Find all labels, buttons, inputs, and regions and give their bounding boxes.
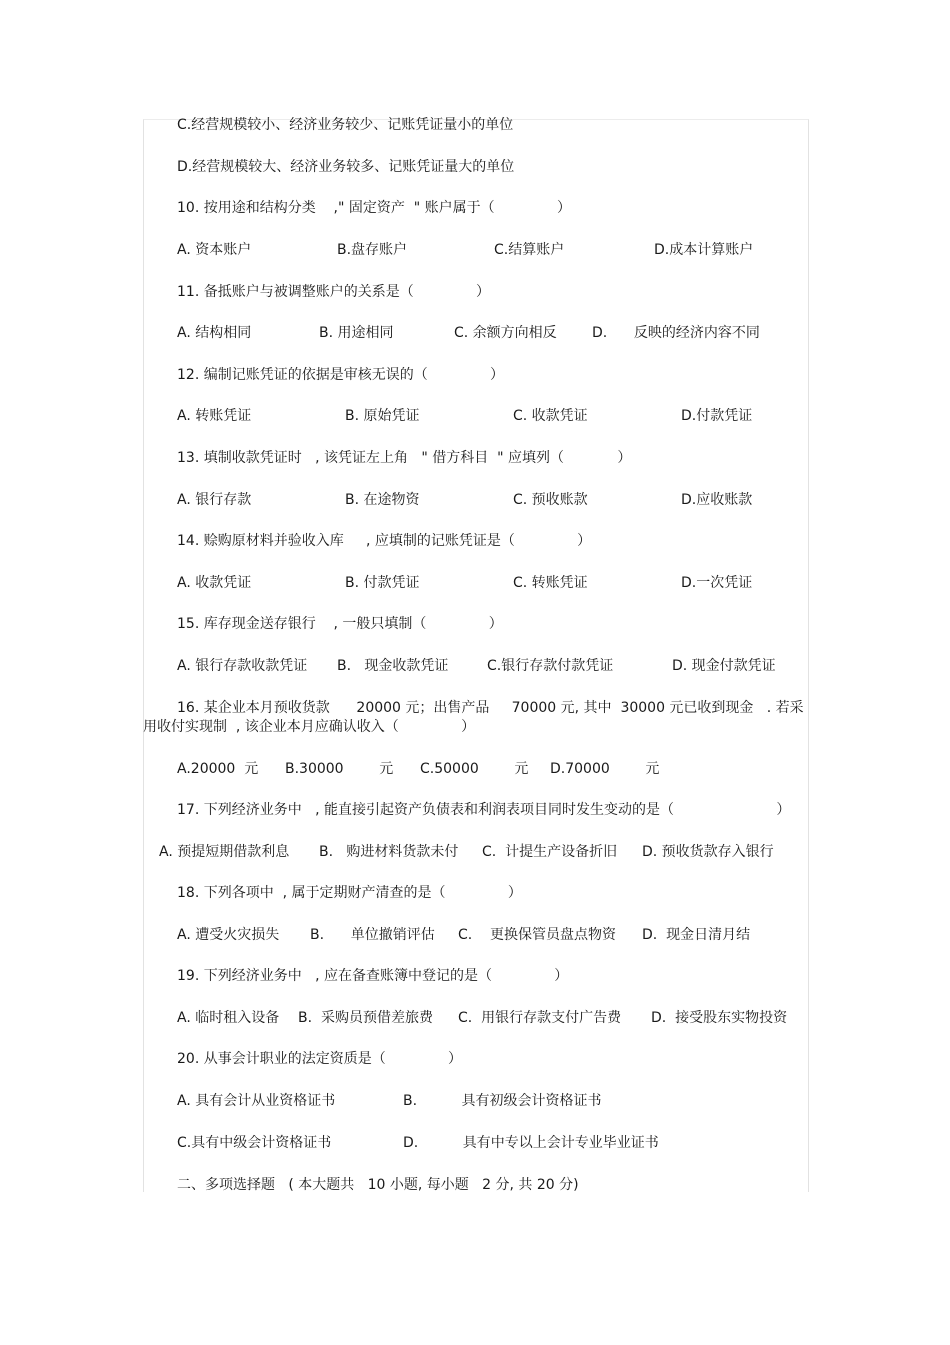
q20-option-c: C.具有中级会计资格证书	[177, 1135, 332, 1151]
page-frame	[143, 119, 809, 1192]
q11-option-c: C. 余额方向相反	[454, 325, 557, 341]
q18-option-a: A. 遭受火灾损失	[177, 927, 280, 943]
question-17: 17. 下列经济业务中 , 能直接引起资产负债表和利润表项目同时发生变动的是（ ）	[177, 802, 791, 818]
q20-option-a: A. 具有会计从业资格证书	[177, 1093, 336, 1109]
question-11: 11. 备抵账户与被调整账户的关系是（ ）	[177, 284, 491, 300]
question-13: 13. 填制收款凭证时 , 该凭证左上角 " 借方科目 " 应填列（ ）	[177, 450, 632, 466]
q19-option-a: A. 临时租入设备	[177, 1010, 280, 1026]
q17-option-c: C. 计提生产设备折旧	[482, 844, 618, 860]
q10-option-c: C.结算账户	[494, 242, 565, 258]
q14-option-b: B. 付款凭证	[345, 575, 420, 591]
q12-option-b: B. 原始凭证	[345, 408, 420, 424]
q13-option-a: A. 银行存款	[177, 492, 252, 508]
q18-option-c: C. 更换保管员盘点物资	[458, 927, 617, 943]
q14-option-a: A. 收款凭证	[177, 575, 252, 591]
q11-option-d: D. 反映的经济内容不同	[592, 325, 760, 341]
q14-option-c: C. 转账凭证	[513, 575, 588, 591]
question-12: 12. 编制记账凭证的依据是审核无误的（ ）	[177, 367, 505, 383]
q18-option-b: B. 单位撤销评估	[310, 927, 435, 943]
question-16-line1: 16. 某企业本月预收货款 20000 元；出售产品 70000 元, 其中 30000 元已收到现金 . 若采	[177, 700, 804, 716]
q11-option-a: A. 结构相同	[177, 325, 252, 341]
q17-option-b: B. 购进材料货款未付	[319, 844, 459, 860]
q20-option-b: B. 具有初级会计资格证书	[403, 1093, 602, 1109]
q19-option-d: D. 接受股东实物投资	[651, 1010, 788, 1026]
question-19: 19. 下列经济业务中 , 应在备查账簿中登记的是（ ）	[177, 968, 569, 984]
question-18: 18. 下列各项中 , 属于定期财产清查的是（ ）	[177, 885, 522, 901]
q16-option-d: D.70000 元	[550, 761, 660, 777]
question-20: 20. 从事会计职业的法定资质是（ ）	[177, 1051, 463, 1067]
q16-option-c: C.50000 元	[420, 761, 529, 777]
option-c-scale-small: C.经营规模较小、经济业务较少、记账凭证量小的单位	[177, 117, 514, 133]
q19-option-b: B. 采购员预借差旅费	[298, 1010, 433, 1026]
q15-option-b: B. 现金收款凭证	[337, 658, 449, 674]
q10-option-d: D.成本计算账户	[654, 242, 754, 258]
question-10: 10. 按用途和结构分类 ," 固定资产 " 账户属于（ ）	[177, 200, 571, 216]
q10-option-b: B.盘存账户	[337, 242, 408, 258]
option-d-scale-large: D.经营规模较大、经济业务较多、记账凭证量大的单位	[177, 159, 515, 175]
q15-option-c: C.银行存款付款凭证	[487, 658, 614, 674]
q16-option-b: B.30000 元	[285, 761, 394, 777]
section-2-heading: 二、多项选择题 ( 本大题共 10 小题, 每小题 2 分, 共 20 分)	[177, 1177, 579, 1193]
q18-option-d: D. 现金日清月结	[642, 927, 751, 943]
q12-option-c: C. 收款凭证	[513, 408, 588, 424]
q13-option-d: D.应收账款	[681, 492, 753, 508]
q13-option-c: C. 预收账款	[513, 492, 588, 508]
q12-option-a: A. 转账凭证	[177, 408, 252, 424]
q10-option-a: A. 资本账户	[177, 242, 252, 258]
q13-option-b: B. 在途物资	[345, 492, 420, 508]
question-14: 14. 赊购原材料并验收入库 , 应填制的记账凭证是（ ）	[177, 533, 592, 549]
q11-option-b: B. 用途相同	[319, 325, 394, 341]
q15-option-a: A. 银行存款收款凭证	[177, 658, 308, 674]
q17-option-a: A. 预提短期借款利息	[159, 844, 290, 860]
q16-option-a: A.20000 元	[177, 761, 259, 777]
q15-option-d: D. 现金付款凭证	[672, 658, 776, 674]
q14-option-d: D.一次凭证	[681, 575, 753, 591]
q20-option-d: D. 具有中专以上会计专业毕业证书	[403, 1135, 659, 1151]
question-16-line2: 用收付实现制 , 该企业本月应确认收入（ ）	[143, 719, 476, 735]
question-15: 15. 库存现金送存银行 , 一般只填制（ ）	[177, 616, 503, 632]
q17-option-d: D. 预收货款存入银行	[642, 844, 774, 860]
q19-option-c: C. 用银行存款支付广告费	[458, 1010, 622, 1026]
q12-option-d: D.付款凭证	[681, 408, 753, 424]
